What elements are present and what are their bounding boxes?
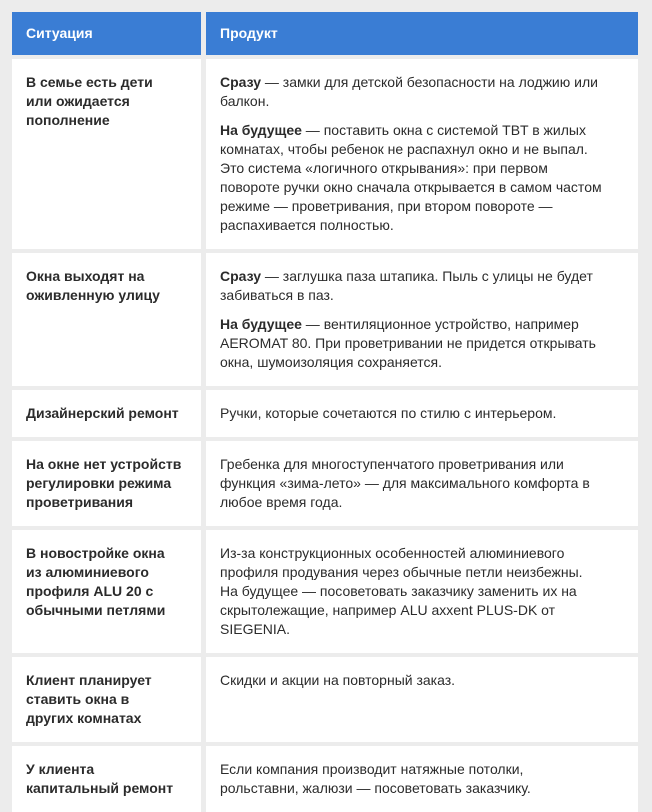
situation-cell: Окна выходят на оживленную улицу bbox=[12, 253, 201, 386]
table-row bbox=[12, 657, 638, 742]
product-paragraph: На будущее — вентиляционное устройство, например AEROMAT 80. При проветривании не придется открывать окна, шумоизоляция сохраняется. bbox=[220, 316, 596, 370]
product-cell: Скидки и акции на повторный заказ. bbox=[206, 657, 638, 742]
product-cell: Из-за конструкционных особенностей алюминиевого профиля продувания через обычные петли неизбежны. На будущее — посоветовать заказчику заменить их на скрытолежащие, например ALU axxent PLUS-DK от SIEGENIA. bbox=[206, 530, 638, 653]
table-row bbox=[12, 746, 638, 812]
situation-cell: У клиента капитальный ремонт bbox=[12, 746, 201, 812]
situation-cell: В новостройке окна из алюминиевого профиля ALU 20 с обычными петлями bbox=[12, 530, 201, 653]
header-situation: Ситуация bbox=[12, 12, 201, 55]
table-row bbox=[12, 59, 638, 249]
product-cell: Гребенка для многоступенчатого проветривания или функция «зима-лето» — для максимального комфорта в любое время года. bbox=[206, 441, 638, 526]
product-cell bbox=[206, 59, 638, 249]
situation-cell: На окне нет устройств регулировки режима проветривания bbox=[12, 441, 201, 526]
table-row bbox=[12, 530, 638, 653]
situation-cell: Клиент планирует ставить окна в других комнатах bbox=[12, 657, 201, 742]
table-row bbox=[12, 390, 638, 437]
product-paragraph: Сразу — заглушка паза штапика. Пыль с улицы не будет забиваться в паз. bbox=[220, 268, 593, 303]
product-cell bbox=[206, 253, 638, 386]
product-paragraph: Сразу — замки для детской безопасности на лоджию или балкон. bbox=[220, 74, 598, 109]
product-paragraph: На будущее — поставить окна с системой TBT в жилых комнатах, чтобы ребенок не распахнул окно и не выпал. Это система «логичного открывания»: при первом повороте ручки окно сначала открывается в самом частом режиме — проветривания, при втором повороте — распахивается полностью. bbox=[220, 122, 602, 233]
table-row bbox=[12, 253, 638, 386]
product-cell: Если компания производит натяжные потолки, рольставни, жалюзи — посоветовать заказчику. bbox=[206, 746, 638, 812]
table-row bbox=[12, 441, 638, 526]
product-cell: Ручки, которые сочетаются по стилю с интерьером. bbox=[206, 390, 638, 437]
situation-cell: В семье есть дети или ожидается пополнение bbox=[12, 59, 201, 249]
situation-cell: Дизайнерский ремонт bbox=[12, 390, 201, 437]
table-header bbox=[12, 12, 638, 55]
header-product: Продукт bbox=[206, 12, 638, 55]
situation-product-table bbox=[12, 12, 638, 812]
